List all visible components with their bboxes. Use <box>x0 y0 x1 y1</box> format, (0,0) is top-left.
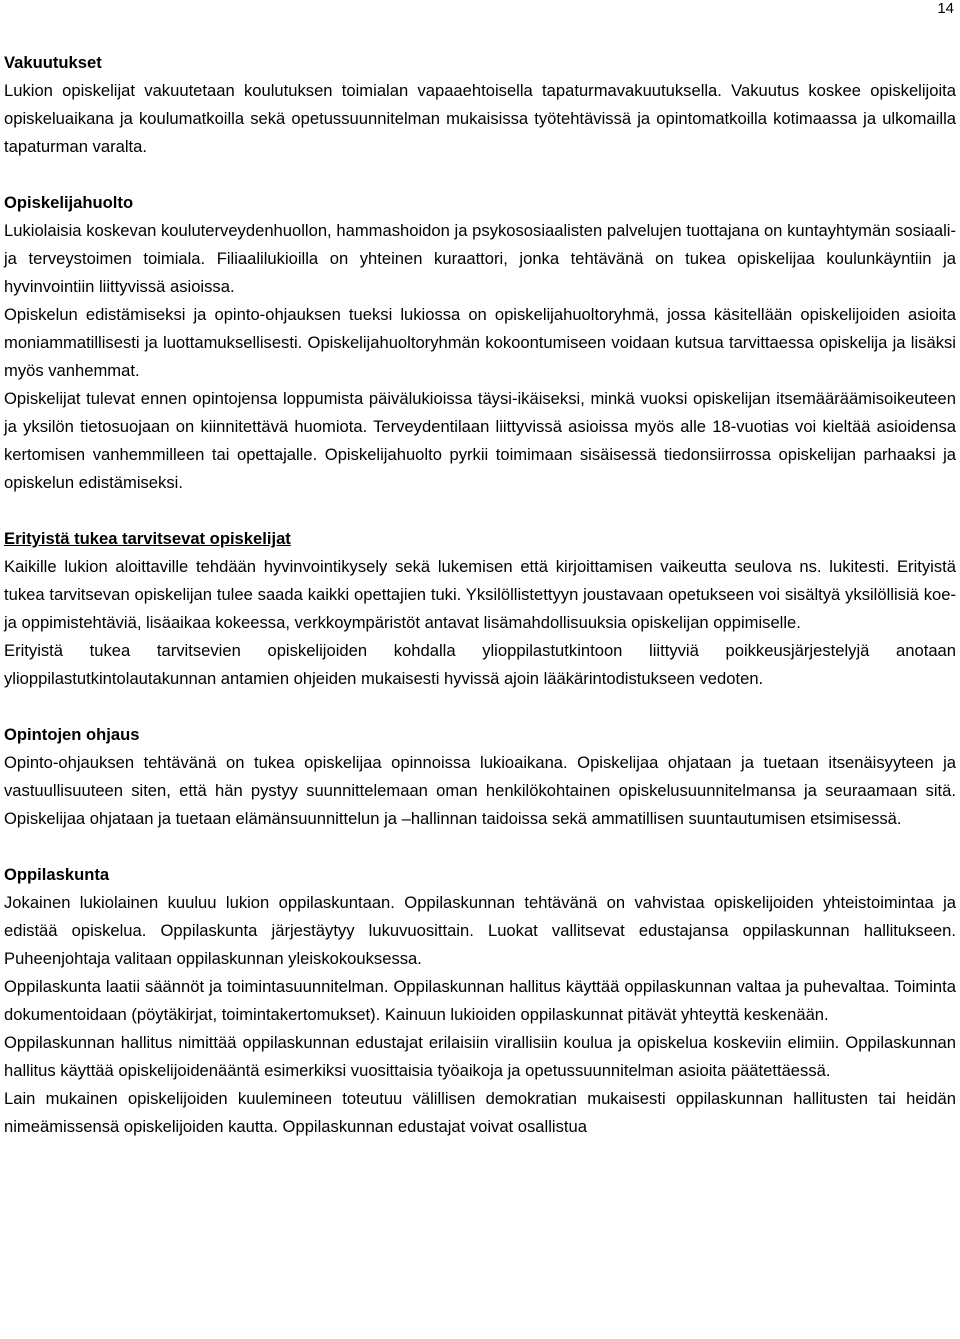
paragraph: Opiskelun edistämiseksi ja opinto-ohjauksen tueksi lukiossa on opiskelijahuoltoryhmä, jossa käsitellään opiskelijoiden asioita moniammatillisesti ja luottamuksellisesti. Opiskelijahuoltoryhmän kokoontumiseen voidaan kutsua tarvittaessa opiskelija ja lisäksi myös vanhemmat. <box>4 305 956 380</box>
section-heading: Erityistä tukea tarvitsevat opiskelijat <box>4 529 291 548</box>
paragraph: Opinto-ohjauksen tehtävänä on tukea opiskelijaa opinnoissa lukioaikana. Opiskelijaa ohjataan ja tuetaan itsenäisyyteen ja vastuullisuuteen siten, että hän pystyy suunnittelemaan oman henkilökohtainen opiskelusuunnitelmansa ja seuraamaan sitä. Opiskelijaa ohjataan ja tuetaan elämänsuunnittelun ja –hallinnan taidoissa sekä ammatillisen suuntautumisen etsimisessä. <box>4 753 956 828</box>
section-erityista-tukea <box>4 525 956 693</box>
paragraph: Oppilaskunta laatii säännöt ja toimintasuunnitelman. Oppilaskunnan hallitus käyttää oppilaskunnan valtaa ja puhevaltaa. Toiminta dokumentoidaan (pöytäkirjat, toimintakertomukset). Kainuun lukioiden oppilaskunnat pitävät yhteyttä keskenään. <box>4 977 956 1024</box>
paragraph: Oppilaskunnan hallitus nimittää oppilaskunnan edustajat erilaisiin virallisiin koulua ja opiskelua koskeviin elimiin. Oppilaskunnan hallitus käyttää opiskelijoidenääntä esimerkiksi vuosittaisia työaikoja ja opetussuunnitelman asioita päätettäessä. <box>4 1033 956 1080</box>
section-oppilaskunta <box>4 861 956 1141</box>
page-number: 14 <box>937 0 954 17</box>
section-opiskelijahuolto <box>4 189 956 497</box>
document-body <box>4 49 956 1169</box>
section-heading: Opintojen ohjaus <box>4 725 140 744</box>
section-vakuutukset <box>4 49 956 161</box>
section-heading: Vakuutukset <box>4 53 102 72</box>
paragraph: Lain mukainen opiskelijoiden kuulemineen toteutuu välillisen demokratian mukaisesti oppilaskunnan hallitusten tai heidän nimeämissensä opiskelijoiden kautta. Oppilaskunnan edustajat voivat osallistua <box>4 1089 956 1136</box>
section-heading: Opiskelijahuolto <box>4 193 134 212</box>
paragraph: Jokainen lukiolainen kuuluu lukion oppilaskuntaan. Oppilaskunnan tehtävänä on vahvistaa opiskelijoiden yhteistoimintaa ja edistää opiskelua. Oppilaskunta järjestäytyy lukuvuosittain. Luokat vallitsevat edustajansa oppilaskunnan hallitukseen. Puheenjohtaja valitaan oppilaskunnan yleiskokouksessa. <box>4 893 956 968</box>
section-opintojen-ohjaus <box>4 721 956 833</box>
paragraph: Kaikille lukion aloittaville tehdään hyvinvointikysely sekä lukemisen että kirjoittamisen vaikeutta seulova ns. lukitesti. Erityistä tukea tarvitsevan opiskelijan tulee saada kaikki opettajien tuki. Yksilöllistettyyn joustavaan opetukseen voi sisältyä yksilöllisiä koe- ja oppimistehtäviä, lisäaikaa kokeessa, verkkoympäristöt antavat lisämahdollisuuksia opiskelijan oppimiselle. <box>4 557 956 632</box>
paragraph: Opiskelijat tulevat ennen opintojensa loppumista päivälukioissa täysi-ikäiseksi, minkä vuoksi opiskelijan itsemääräämisoikeuteen ja yksilön tietosuojaan on kiinnitettävä huomiota. Terveydentilaan liittyvissä asioissa myös alle 18-vuotias voi kieltää asioidensa kertomisen vanhemmilleen tai opettajalle. Opiskelijahuolto pyrkii toimimaan sisäisessä tiedonsiirrossa opiskelijan parhaaksi ja opiskelun edistämiseksi. <box>4 389 956 492</box>
section-heading: Oppilaskunta <box>4 865 110 884</box>
paragraph: Lukion opiskelijat vakuutetaan koulutuksen toimialan vapaaehtoisella tapaturmavakuutuksella. Vakuutus koskee opiskelijoita opiskeluaikana ja koulumatkoilla sekä opetussuunnitelman mukaisissa työtehtävissä ja opintomatkoilla kotimaassa ja ulkomailla tapaturman varalta. <box>4 81 956 156</box>
paragraph: Lukiolaisia koskevan kouluterveydenhuollon, hammashoidon ja psykososiaalisten palvelujen tuottajana on kuntayhtymän sosiaali- ja terveystoimen toimiala. Filiaalilukioilla on yhteinen kuraattori, jonka tehtävänä on tukea opiskelijaa koulunkäyntiin ja hyvinvointiin liittyvissä asioissa. <box>4 221 956 296</box>
paragraph: Erityistä tukea tarvitsevien opiskelijoiden kohdalla ylioppilastutkintoon liittyviä poikkeusjärjestelyjä anotaan ylioppilastutkintolautakunnan antamien ohjeiden mukaisesti hyvissä ajoin lääkärintodistukseen vedoten. <box>4 641 956 688</box>
